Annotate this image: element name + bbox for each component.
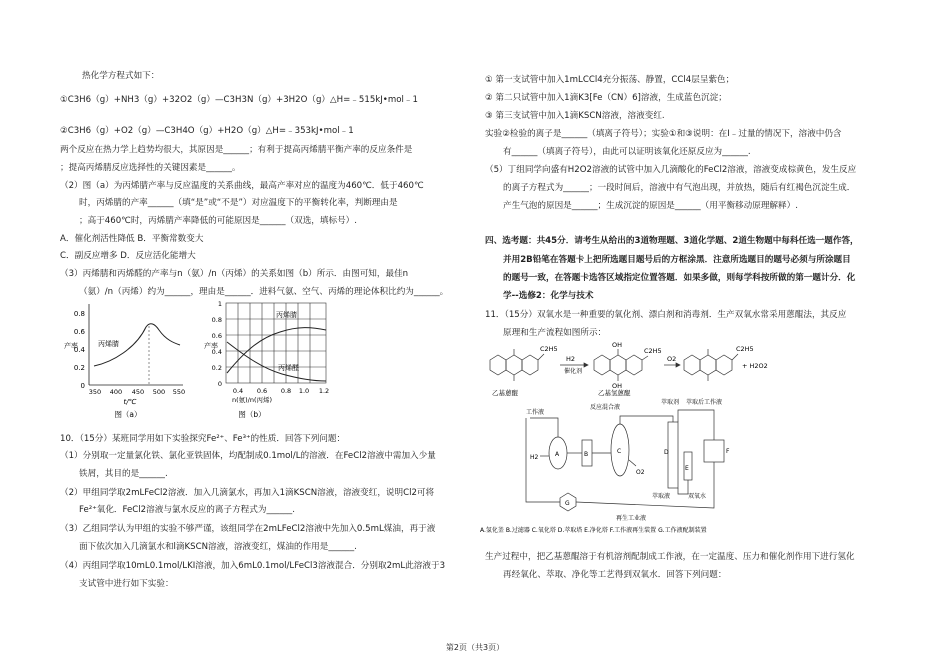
unit-label: G <box>565 500 570 507</box>
legend: A.氢化釜 B.过滤器 C.氧化塔 D.萃取塔 E.净化塔 F.工作液再生装置 G.工作液配制装置 <box>480 527 707 534</box>
q9-part3: （3）丙烯腈和丙烯醛的产率与n（氨）/n（丙烯）的关系如图（b）所示．由图可知，最佳n <box>60 269 409 279</box>
q9-text: 两个反应在热力学上趋势均很大，其原因是______；有利于提高丙烯腈平衡产率的反应条件是 <box>60 145 413 155</box>
label: 反应混合液 <box>590 404 621 411</box>
formula: H2 <box>566 355 576 363</box>
equation-2: ②C3H6（g）+O2（g）—C3H4O（g）+H2O（g）△H=﹣353kJ•mol﹣1 <box>60 126 354 136</box>
experiment-3: ③ 第三支试管中加入1滴KSCN溶液，溶液变红. <box>485 111 665 121</box>
q11-text: 生产过程中，把乙基蒽醌溶于有机溶剂配制成工作液，在一定温度、压力和催化剂作用下进行氢化 <box>485 552 855 562</box>
x-tick: 450 <box>131 388 145 396</box>
label: H2 <box>530 454 539 461</box>
section4-heading: 的题号一致，在答题卡选答区域指定位置答题．如果多做，则每学科按所做的第一题计分．化 <box>503 273 856 283</box>
x-tick: 500 <box>152 388 166 396</box>
formula: O2 <box>667 355 677 363</box>
q10-part2: （2）甲组同学取2mLFeCl2溶液．加入几滴氯水，再加入1滴KSCN溶液，溶液变红，说明Cl2可将 <box>60 488 435 498</box>
y-tick: 0.4 <box>211 348 222 356</box>
q9-part2: ；高于460℃时，丙烯腈产率降低的可能原因是______（双选，填标号）. <box>79 216 358 226</box>
q10-part5: （5）丁组同学向盛有H2O2溶液的试管中加入几滴酸化的FeCl2溶液，溶液变成棕黄色，发生反应 <box>485 165 857 175</box>
formula: + H2O2 <box>742 362 768 370</box>
formula: C2H5 <box>644 347 662 355</box>
x-tick: 550 <box>172 388 186 396</box>
equation-1: ①C3H6（g）+NH3（g）+32O2（g）—C3H3N（g）+3H2O（g）△H=﹣515kJ•mol﹣1 <box>60 95 418 105</box>
section4-heading: 并用2B铅笔在答题卡上把所选题目题号后的方框涂黑．注意所选题目的题号必须与所涂题目 <box>503 255 851 265</box>
q10-part4-question: 实验②检验的离子是______（填离子符号）；实验①和③说明：在I﹣过量的情况下，溶液中仍含 <box>485 129 842 139</box>
x-tick: 0.8 <box>280 387 292 395</box>
q9-options-cd: C．副反应增多 D．反应活化能增大 <box>60 251 196 261</box>
q10-part2: Fe²⁺氧化．FeCl2溶液与氯水反应的离子方程式为______. <box>79 505 295 515</box>
q9-options-ab: A．催化剂活性降低 B．平衡常数变大 <box>60 234 204 244</box>
label-acrolein: 丙烯醛 <box>278 364 299 372</box>
q11-title: 11．（15分）双氧水是一种重要的氧化剂、漂白剂和消毒剂．生产双氧水常采用蒽醌法，其反应 <box>485 310 847 320</box>
y-tick: 0.4 <box>73 346 85 354</box>
q10-part4: （4）丙组同学取10mL0.1mol/LKI溶液，加入6mL0.1mol/LFeCl3溶液混合．分别取2mL此溶液于3 <box>60 561 446 571</box>
label: 工作液 <box>526 409 545 416</box>
q9-text: ；提高丙烯腈反应选择性的关键因素是______。 <box>60 163 241 173</box>
experiment-1: ① 第一支试管中加入1mLCCl4充分振荡、静置，CCl4层呈紫色； <box>485 75 735 85</box>
unit-label: B <box>584 451 589 458</box>
experiment-2: ② 第二只试管中加入1滴K3[Fe（CN）6]溶液，生成蓝色沉淀； <box>485 93 727 103</box>
label: 再生工业液 <box>616 515 647 522</box>
q11-text: 再经氧化、萃取、净化等工艺得到双氧水．回答下列问题： <box>503 570 727 580</box>
unit-d-extractor <box>668 422 678 488</box>
x-tick: 0.6 <box>256 387 268 395</box>
unit-label: C <box>617 448 622 455</box>
q10-part3: 面下依次加入几滴氯水和l滴KSCN溶液，溶液变红，煤油的作用是______. <box>79 542 357 552</box>
q10-part5: 产生气泡的原因是______；生成沉淀的原因是______（用平衡移动原理解释）. <box>503 201 798 211</box>
q9-intro: 热化学方程式如下： <box>82 71 160 81</box>
ring <box>684 355 700 375</box>
q10-title: 10．（15分）某班同学用如下实验探究Fe²⁺、Fe³⁺的性质．回答下列问题： <box>60 434 346 444</box>
q9-part3: （氨）/n（丙烯）约为______，理由是______．进料气氨、空气、丙烯的理论体积比约为______。 <box>79 287 449 297</box>
label: 萃取液 <box>652 493 671 500</box>
formula: 催化剂 <box>564 368 583 375</box>
q10-part4: 支试管中进行如下实验： <box>79 579 174 589</box>
y-tick: 0 <box>80 382 85 390</box>
compound-name: 乙基氢蒽醌 <box>598 389 631 397</box>
acrylonitrile-curve <box>227 328 326 373</box>
unit-f-regenerator <box>704 440 724 462</box>
q10-part4-question: 有______（填离子符号），由此可以证明该氧化还原反应为______. <box>503 147 751 157</box>
label: 双氧水 <box>688 493 707 500</box>
page-footer: 第2页（共3页） <box>445 643 505 652</box>
chart-a-xlabel: t/℃ <box>123 398 137 406</box>
y-tick: 0.8 <box>211 316 222 324</box>
x-tick: 1.0 <box>298 387 310 395</box>
unit-label: F <box>726 448 730 455</box>
y-tick: 0.8 <box>73 310 85 318</box>
section4-heading: 四、选考题：共45分．请考生从给出的3道物理题、3道化学题、2道生物题中每科任选一题作答， <box>485 236 859 246</box>
formula: C2H5 <box>540 345 558 353</box>
q10-part1: （1）分别取一定量氯化铁、氯化亚铁固体，均配制成0.1mol/L的溶液．在FeCl2溶液中需加入少量 <box>60 451 436 461</box>
chart-b-ylabel: 产率 <box>204 342 218 350</box>
acrolein-curve <box>227 342 326 381</box>
q9-part2: （2）图（a）为丙烯腈产率与反应温度的关系曲线，最高产率对应的温度为460℃．低于460℃ <box>60 181 424 191</box>
q11-title: 原理和生产流程如图所示： <box>503 328 607 338</box>
label: O2 <box>636 469 645 476</box>
chart-b-xlabel: n(氨)/n(丙烯) <box>231 396 273 404</box>
formula: OH <box>612 341 623 349</box>
unit-label: D <box>664 449 669 456</box>
ring <box>700 355 716 375</box>
x-tick: 400 <box>109 388 123 396</box>
ring <box>490 355 506 375</box>
formula: C2H5 <box>736 345 754 353</box>
ring <box>610 355 626 375</box>
y-tick: 0.2 <box>211 364 222 372</box>
chart-b-caption: 图（b） <box>238 410 266 419</box>
chart-a-ylabel: 产率 <box>64 342 78 350</box>
label: 萃取剂 <box>661 399 680 406</box>
y-tick: 1 <box>217 300 222 308</box>
anthraquinone-process-diagram <box>478 340 798 535</box>
label-acrylonitrile: 丙烯腈 <box>276 311 297 319</box>
q10-part5: 的离子方程式为______；一段时间后，溶液中有气泡出现，并放热，随后有红褐色沉淀生成． <box>503 183 856 193</box>
y-tick: 0.2 <box>73 364 85 372</box>
chart-a-caption: 图（a） <box>114 410 142 419</box>
ring <box>594 355 610 375</box>
label: 萃取后工作液 <box>686 399 723 406</box>
y-tick: 0 <box>217 380 222 388</box>
ring <box>522 355 538 375</box>
chart-b <box>200 296 340 421</box>
curve-label: 丙烯腈 <box>98 340 119 348</box>
section4-heading: 学--选修2：化学与技术 <box>503 291 594 301</box>
y-tick: 0.6 <box>73 328 85 336</box>
ring <box>506 355 522 375</box>
compound-name: 乙基蒽醌 <box>492 389 518 397</box>
x-tick: 1.2 <box>318 387 330 395</box>
q10-part3: （3）乙组同学认为甲组的实验不够严谨，该组同学在2mLFeCl2溶液中先加入0.5mL煤油，再于液 <box>60 524 436 534</box>
x-tick: 350 <box>88 388 102 396</box>
ring <box>716 355 732 375</box>
unit-label: E <box>685 465 689 472</box>
y-tick: 0.6 <box>211 332 222 340</box>
formula: OH <box>612 382 623 390</box>
x-tick: 0.4 <box>232 387 244 395</box>
chart-a <box>58 296 188 421</box>
q10-part1: 铁屑，其目的是______. <box>79 469 168 479</box>
q9-part2: 时，丙烯腈的产率______（填“是”或“不是”）对应温度下的平衡转化率，判断理由是 <box>79 198 398 208</box>
ring <box>626 355 642 375</box>
unit-label: A <box>555 451 560 458</box>
